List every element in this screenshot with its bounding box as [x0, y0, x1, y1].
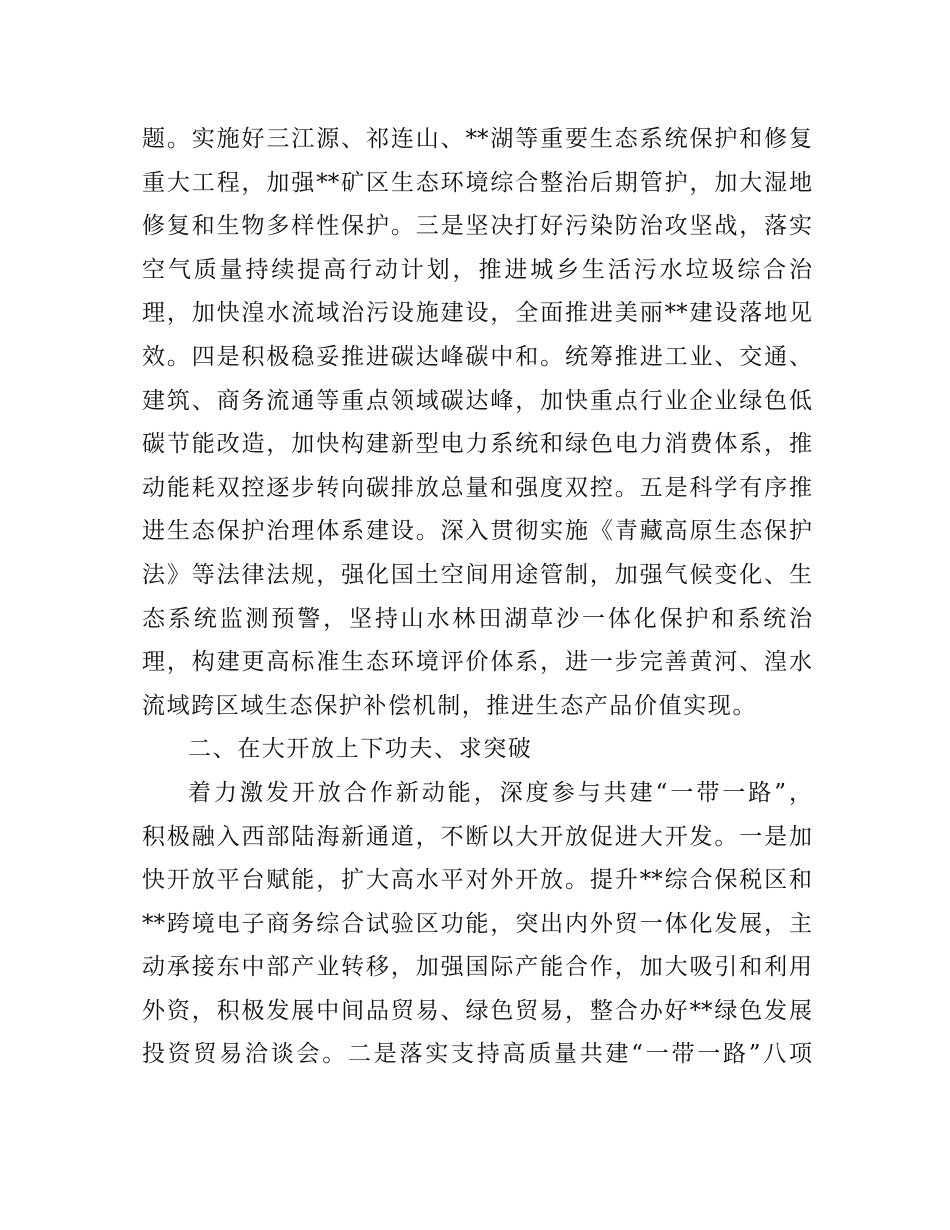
body-line: 重大工程，加强**矿区生态环境综合整治后期管护，加大湿地 [142, 169, 812, 196]
body-line: 法》等法律法规，强化国土空间用途管制，加强气候变化、生 [142, 561, 812, 588]
body-line: **跨境电子商务综合试验区功能，突出内外贸一体化发展，主 [142, 910, 812, 937]
body-line: 理，构建更高标准生态环境评价体系，进一步完善黄河、湟水 [142, 649, 812, 676]
body-line: 积极融入西部陆海新通道，不断以大开放促进大开发。一是加 [142, 823, 812, 850]
paragraph-first-line: 着力激发开放合作新动能，深度参与共建“一带一路”， [188, 779, 812, 806]
body-line: 空气质量持续提高行动计划，推进城乡生活污水垃圾综合治 [142, 256, 812, 283]
body-line: 动能耗双控逐步转向碳排放总量和强度双控。五是科学有序推 [142, 474, 812, 501]
body-line: 外资，积极发展中间品贸易、绿色贸易，整合办好**绿色发展 [142, 997, 812, 1024]
body-line: 投资贸易洽谈会。二是落实支持高质量共建“一带一路”八项 [142, 1041, 812, 1068]
body-line: 进生态保护治理体系建设。深入贯彻实施《青藏高原生态保护 [142, 518, 812, 545]
body-line: 态系统监测预警，坚持山水林田湖草沙一体化保护和系统治 [142, 605, 812, 632]
body-line: 快开放平台赋能，扩大高水平对外开放。提升**综合保税区和 [142, 867, 812, 894]
body-line-paragraph-end: 流域跨区域生态保护补偿机制，推进生态产品价值实现。 [142, 692, 757, 719]
section-heading: 二、在大开放上下功夫、求突破 [188, 736, 533, 763]
body-line: 碳节能改造，加快构建新型电力系统和绿色电力消费体系，推 [142, 431, 812, 458]
body-line: 建筑、商务流通等重点领域碳达峰，加快重点行业企业绿色低 [142, 387, 812, 414]
body-line: 修复和生物多样性保护。三是坚决打好污染防治攻坚战，落实 [142, 213, 812, 240]
body-line: 效。四是积极稳妥推进碳达峰碳中和。统筹推进工业、交通、 [142, 343, 812, 370]
body-line: 题。实施好三江源、祁连山、**湖等重要生态系统保护和修复 [142, 126, 812, 152]
document-body [142, 118, 812, 1077]
body-line: 动承接东中部产业转移，加强国际产能合作，加大吸引和利用 [142, 954, 812, 981]
body-line: 理，加快湟水流域治污设施建设，全面推进美丽**建设落地见 [142, 300, 812, 327]
